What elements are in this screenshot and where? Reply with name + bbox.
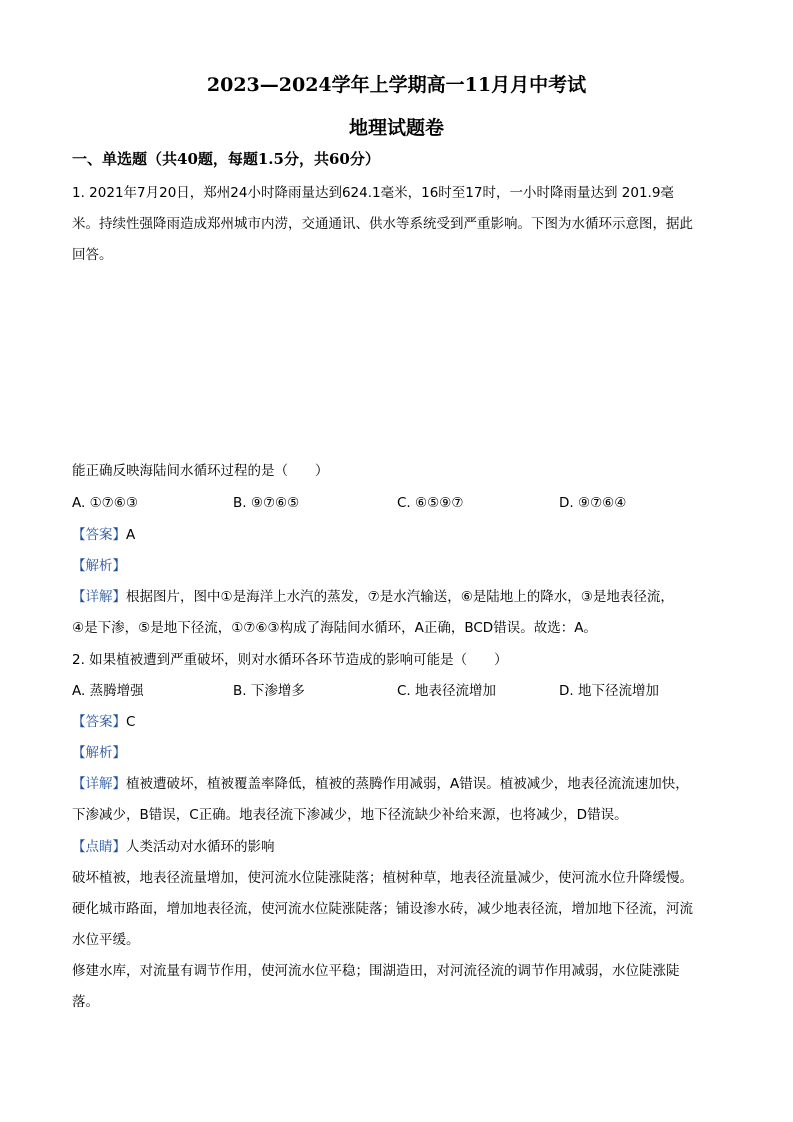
- q1-question: 能正确反映海陆间水循环过程的是（ ）: [72, 463, 329, 479]
- q2-option-d: D. 地下径流增加: [559, 683, 659, 699]
- q2-answer: C: [126, 714, 136, 730]
- exam-title: 2023—2024学年上学期高一11月月中考试: [206, 74, 587, 96]
- q1-stem-line-2: 米。持续性强降雨造成郑州城市内涝，交通通讯、供水等系统受到严重影响。下图为水循环示意图，据此: [72, 216, 693, 232]
- q1-stem-line-3: 回答。: [72, 247, 113, 263]
- answer-tag: 【答案】: [72, 714, 126, 730]
- q1-answer-row: [72, 526, 722, 544]
- q2-note-line-4: 修建水库，对流量有调节作用，使河流水位平稳；围湖造田，对河流径流的调节作用减弱，水位陡涨陡: [72, 963, 680, 979]
- q1-options: [72, 494, 722, 512]
- q1-stem-line-1: 1. 2021年7月20日，郑州24小时降雨量达到624.1毫米，16时至17时，一小时降雨量达到 201.9毫: [72, 185, 674, 201]
- q2-answer-row: [72, 713, 722, 731]
- q2-note-title: 人类活动对水循环的影响: [126, 839, 275, 855]
- q2-note-line-3: 水位平缓。: [72, 932, 140, 948]
- q2-question: 2. 如果植被遭到严重破坏，则对水循环各环节造成的影响可能是（ ）: [72, 652, 508, 668]
- note-tag: 【点睛】: [72, 839, 126, 855]
- q1-detail-line-2: ④是下渗，⑤是地下径流，①⑦⑥③构成了海陆间水循环，A正确，BCD错误。故选：A。: [72, 620, 597, 636]
- q1-option-d: D. ⑨⑦⑥④: [559, 495, 627, 511]
- answer-tag: 【答案】: [72, 527, 126, 543]
- q1-analysis-row: [72, 557, 722, 575]
- q2-detail-line-1: [72, 775, 722, 793]
- q2-note-row: [72, 838, 722, 856]
- q2-note-line-2: 硬化城市路面，增加地表径流，使河流水位陡涨陡落；铺设渗水砖，减少地表径流，增加地下径流，河流: [72, 901, 693, 917]
- q1-detail-text-1: 根据图片，图中①是海洋上水汽的蒸发，⑦是水汽输送，⑥是陆地上的降水，③是地表径流，: [126, 589, 674, 605]
- exam-subtitle: 地理试题卷: [348, 117, 444, 139]
- q1-detail-line-1: [72, 588, 722, 606]
- q2-note-line-1: 破坏植被，地表径流量增加，使河流水位陡涨陡落；植树种草，地表径流量减少，使河流水位升降缓慢。: [72, 870, 693, 886]
- q2-detail-line-2: 下渗减少，B错误，C正确。地表径流下渗减少，地下径流缺少补给来源，也将减少，D错误。: [72, 807, 628, 823]
- q1-option-b: B. ⑨⑦⑥⑤: [233, 495, 300, 511]
- analysis-tag: 【解析】: [72, 558, 126, 574]
- figure-placeholder: [72, 270, 722, 450]
- q2-note-line-5: 落。: [72, 994, 99, 1010]
- q2-analysis-row: [72, 744, 722, 762]
- detail-tag: 【详解】: [72, 589, 126, 605]
- detail-tag: 【详解】: [72, 776, 126, 792]
- q2-option-a: A. 蒸腾增强: [72, 683, 144, 699]
- q2-options: [72, 682, 722, 700]
- q1-option-a: A. ①⑦⑥③: [72, 495, 138, 511]
- q1-answer: A: [126, 527, 136, 543]
- q2-detail-text-1: 植被遭破坏，植被覆盖率降低，植被的蒸腾作用减弱，A错误。植被减少，地表径流流速加快，: [126, 776, 689, 792]
- analysis-tag: 【解析】: [72, 745, 126, 761]
- q1-option-c: C. ⑥⑤⑨⑦: [397, 495, 464, 511]
- section-heading: 一、单选题（共40题，每题1.5分，共60分）: [72, 150, 380, 168]
- q2-option-c: C. 地表径流增加: [397, 683, 497, 699]
- q2-option-b: B. 下渗增多: [233, 683, 305, 699]
